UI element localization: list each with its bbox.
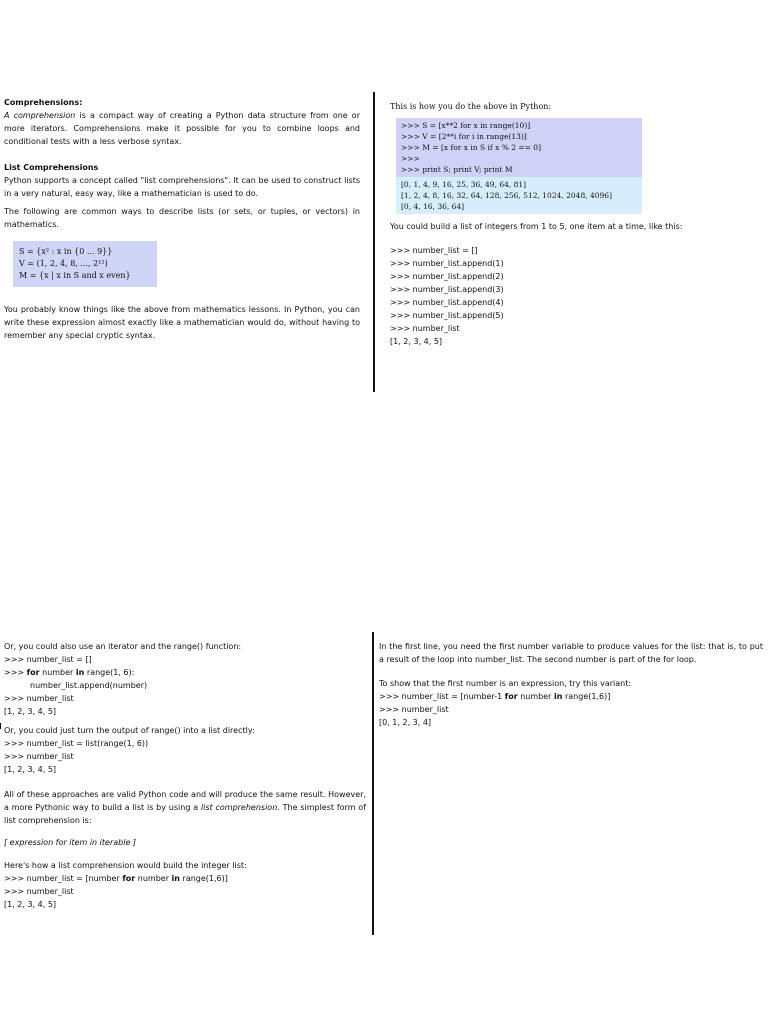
margin-mark <box>0 723 1 729</box>
list-comprehensions-para: Python supports a concept called "list comprehensions". It can be used to construct lists in a very natural, easy way, like a mathematician is used to do. <box>4 176 360 198</box>
code-line: >>> number_list = [] <box>390 246 478 255</box>
approaches-text: . The simplest form of list comprehension is: <box>4 803 367 825</box>
panel-top-left <box>4 96 360 347</box>
code-line <box>4 872 366 885</box>
comprehensions-intro <box>4 109 360 148</box>
approaches-emphasis: list comprehension <box>200 803 278 812</box>
following-para: The following are common ways to describe lists (or sets, or tuples, or vectors) in mathematics. <box>4 207 360 229</box>
intro-text: is a compact way of creating a Python data structure from one or more iterators. Comprehensions make it possible for you to combine loops and conditional tests with a less verbose syntax. <box>4 111 360 146</box>
math-line: S = {x² : x in {0 ... 9}} <box>19 247 113 256</box>
code-text: >>> number_list = [number-1 <box>379 692 505 701</box>
column-divider-top <box>373 92 375 392</box>
comprehension-form <box>4 836 366 849</box>
approaches-para <box>4 788 366 827</box>
code-text: number <box>517 692 554 701</box>
python-output-box <box>396 177 642 214</box>
code-text: number <box>135 874 172 883</box>
code-line: >>> S = [x**2 for x in range(10)] <box>401 121 531 130</box>
approaches-text: All of these approaches are valid Python code and will produce the same result. However, a more Pythonic way to build a list is by using a <box>4 790 366 812</box>
code-line: >>> number_list <box>4 752 74 761</box>
intro-emphasis: A comprehension <box>4 111 76 120</box>
show-para: To show that the first number is an expression, try this variant: <box>379 679 632 688</box>
code-text: range(1, 6): <box>84 668 135 677</box>
code-line: >>> number_list.append(4) <box>390 298 504 307</box>
code-line: >>> M = [x for x in S if x % 2 == 0] <box>401 143 542 152</box>
code-line: number_list.append(number) <box>30 681 148 690</box>
list-comprehensions-heading: List Comprehensions <box>4 163 99 172</box>
code-keyword: in <box>75 668 85 677</box>
code-line: [0, 1, 2, 3, 4] <box>379 718 432 727</box>
code-keyword: in <box>171 874 180 883</box>
form-text: [ expression for item in iterable ] <box>4 838 137 847</box>
code-keyword: in <box>554 692 563 701</box>
panel-bottom-left <box>4 640 366 911</box>
code-line: >>> print S; print V; print M <box>401 165 513 174</box>
code-line: [1, 2, 3, 4, 5] <box>4 765 57 774</box>
output-line: [0, 1, 4, 9, 16, 25, 36, 49, 64, 81] <box>401 180 527 189</box>
output-line: [0, 4, 16, 36, 64] <box>401 202 465 211</box>
code-line: >>> V = [2**i for i in range(13)] <box>401 132 527 141</box>
code-line: >>> number_list <box>390 324 460 333</box>
code-line: [1, 2, 3, 4, 5] <box>4 900 57 909</box>
math-notation-box <box>13 241 157 287</box>
heres-para: Here's how a list comprehension would build the integer list: <box>4 861 247 870</box>
code-line: >>> <box>401 154 420 163</box>
output-line: [1, 2, 4, 8, 16, 32, 64, 128, 256, 512, 1024, 2048, 4096] <box>401 191 612 200</box>
code-line: [1, 2, 3, 4, 5] <box>4 707 57 716</box>
code-line: >>> number_list.append(2) <box>390 272 504 281</box>
code-line: >>> number_list <box>379 705 449 714</box>
turn-para: Or, you could just turn the output of range() into a list directly: <box>4 726 255 735</box>
code-line: [1, 2, 3, 4, 5] <box>390 337 443 346</box>
comprehensions-heading: Comprehensions: <box>4 98 83 107</box>
code-line <box>4 666 366 679</box>
code-text: >>> number_list = [number <box>4 874 123 883</box>
build-para: You could build a list of integers from 1 to 5, one item at a time, like this: <box>390 222 683 231</box>
code-line: >>> number_list = list(range(1, 6)) <box>4 739 149 748</box>
code-line: >>> number_list.append(5) <box>390 311 504 320</box>
code-keyword: for <box>26 668 40 677</box>
first-line-para: In the first line, you need the first number variable to produce values for the list: that is, to put a result of the loop into number_list. The second number is part of the for loop. <box>379 642 763 664</box>
code-line <box>379 690 763 703</box>
code-keyword: for <box>504 692 518 701</box>
panel-top-right <box>390 100 762 348</box>
code-text: range(1,6)] <box>179 874 228 883</box>
python-intro: This is how you do the above in Python: <box>390 102 552 111</box>
code-prompt: >>> <box>4 668 27 677</box>
math-line: M = {x | x in S and x even} <box>19 271 131 280</box>
code-line: >>> number_list = [] <box>4 655 92 664</box>
closing-para: You probably know things like the above from mathematics lessons. In Python, you can write these expression almost exactly like a mathematician would do, without having to remember any special cryptic syntax. <box>4 305 360 340</box>
code-text: range(1,6)] <box>562 692 611 701</box>
code-text: number <box>39 668 76 677</box>
code-line: >>> number_list.append(3) <box>390 285 504 294</box>
panel-bottom-right <box>379 640 763 729</box>
code-line: >>> number_list <box>4 887 74 896</box>
code-line: >>> number_list.append(1) <box>390 259 504 268</box>
column-divider-bottom <box>372 632 374 935</box>
code-line: >>> number_list <box>4 694 74 703</box>
code-keyword: for <box>122 874 136 883</box>
math-line: V = (1, 2, 4, 8, ..., 2¹²) <box>19 259 108 268</box>
python-code-box <box>396 118 642 177</box>
iterator-para: Or, you could also use an iterator and the range() function: <box>4 642 242 651</box>
